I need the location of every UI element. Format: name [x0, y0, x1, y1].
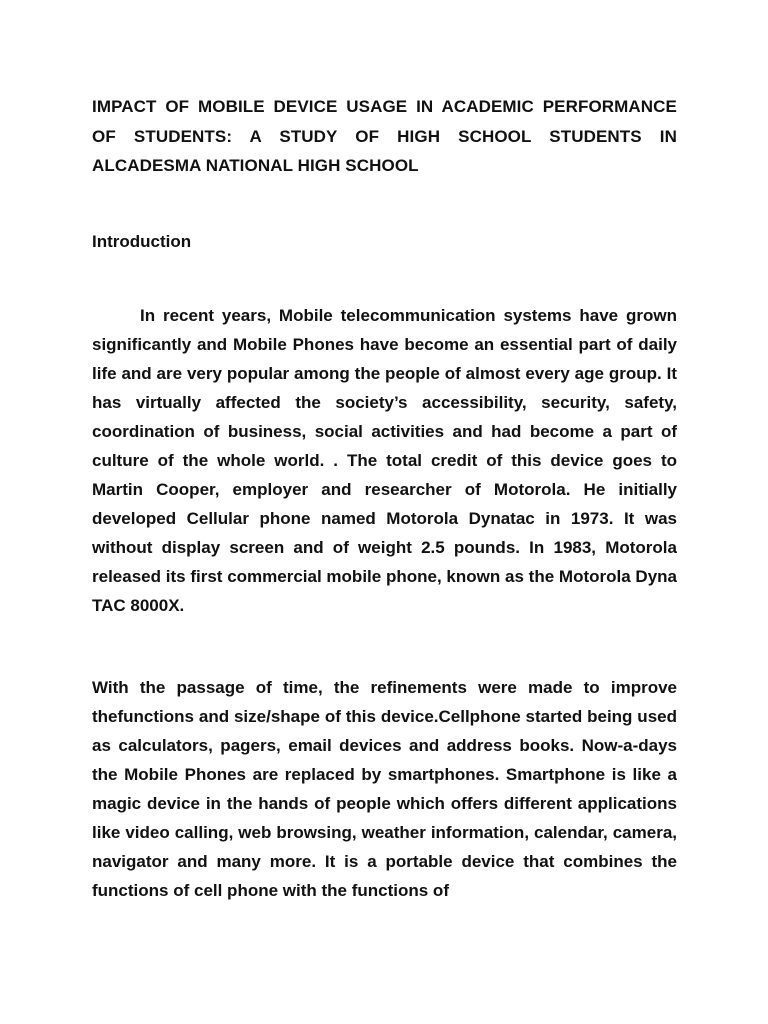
body-paragraph: In recent years, Mobile telecommunication systems have grown significantly and Mobile Phones have become an essential part of daily life and are very popular among the people of almost every age group. It has virtually affected the society’s accessibility, security, safety, coordination of business, social activities and had become a part of culture of the whole world. . The total credit of this device goes to Martin Cooper, employer and researcher of Motorola. He initially developed Cellular phone named Motorola Dynatac in 1973. It was without display screen and of weight 2.5 pounds. In 1983, Motorola released its first commercial mobile phone, known as the Motorola Dyna TAC 8000X.	[92, 305, 677, 616]
body-paragraph: With the passage of time, the refinements were made to improve thefunctions and size/shape of this device.Cellphone started being used as calculators, pagers, email devices and address books. Now-a-days the Mobile Phones are replaced by smartphones. Smartphone is like a magic device in the hands of people which offers different applications like video calling, web browsing, weather information, calendar, camera, navigator and many more. It is a portable device that combines the functions of cell phone with the functions of	[92, 677, 677, 901]
document-page	[92, 92, 677, 1024]
document-title: IMPACT OF MOBILE DEVICE USAGE IN ACADEMIC PERFORMANCE OF STUDENTS: A STUDY OF HIGH SCHOOL STUDENTS IN ALCADESMA NATIONAL HIGH SCHOOL	[92, 97, 677, 175]
section-heading-introduction: Introduction	[92, 231, 192, 251]
